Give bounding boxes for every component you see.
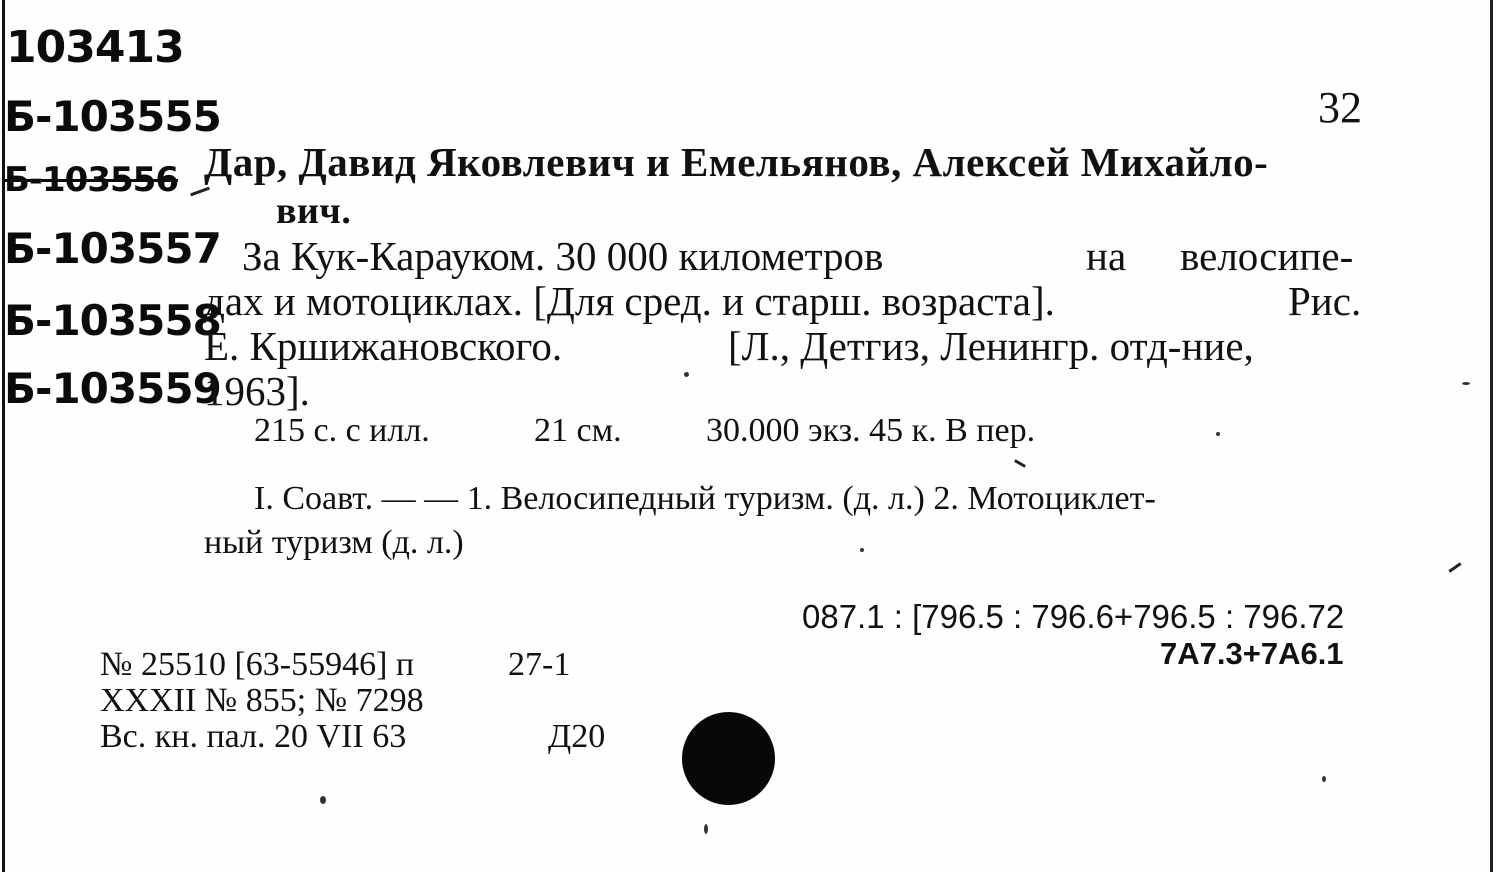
author-heading-line-2: вич. (276, 190, 352, 232)
title-line-1-part-2: на (1086, 233, 1127, 279)
handwritten-inventory-number: 103413 (6, 22, 184, 73)
ink-speck (684, 372, 689, 377)
card-right-edge (1490, 0, 1493, 872)
handwritten-inventory-number: Б-103557 (4, 224, 221, 273)
series-numbers: XXXII № 855; № 7298 (100, 682, 424, 719)
pen-mark (190, 187, 210, 197)
handwritten-inventory-number: Б-103555 (4, 92, 221, 141)
copies-price-info: 30.000 экз. 45 к. В пер. (706, 412, 1036, 449)
ink-speck (1322, 776, 1326, 782)
handwritten-inventory-number-struck: Б-103556 (4, 160, 178, 200)
size-info: 21 см. (534, 412, 622, 449)
order-number: № 25510 [63-55946] п (100, 646, 415, 683)
card-number: 32 (1318, 83, 1362, 132)
title-line-3-part-2: [Л., Детгиз, Ленингр. отд-ние, (728, 323, 1254, 369)
title-line-1-part-3: велосипе- (1180, 233, 1354, 279)
title-line-2-part-1: дах и мотоциклах. [Для сред. и старш. возраста]. (204, 278, 1055, 324)
order-code: 27-1 (508, 646, 571, 683)
tracings-line-1: I. Соавт. — — 1. Велосипедный туризм. (д. л.) 2. Мотоциклет- (254, 480, 1156, 517)
pages-info: 215 с. с илл. (254, 412, 430, 449)
ink-speck (860, 548, 864, 552)
udc-classification: 087.1 : [796.5 : 796.6+796.5 : 796.72 (802, 598, 1345, 635)
punch-hole (682, 712, 775, 805)
bbk-classification: 7А7.3+7А6.1 (1160, 636, 1344, 671)
book-chamber-date: Вс. кн. пал. 20 VII 63 (100, 718, 407, 755)
tracings-line-2: ный туризм (д. л.) (204, 524, 464, 561)
ink-speck (1216, 432, 1220, 436)
title-line-4: 1963]. (204, 368, 310, 414)
author-heading-line-1: Дар, Давид Яковлевич и Емельянов, Алексей Михайло- (204, 139, 1269, 185)
handwritten-inventory-number: Б-103559 (4, 364, 221, 413)
title-line-3-part-1: Е. Кршижановского. (204, 323, 563, 369)
title-line-2-part-2: Рис. (1288, 278, 1362, 324)
ink-speck (320, 796, 326, 804)
ink-speck (1462, 382, 1470, 385)
pen-mark (1448, 562, 1461, 572)
title-line-1-part-1: За Кук-Карауком. 30 000 километров (242, 233, 884, 279)
book-chamber-code: Д20 (548, 718, 606, 755)
ink-speck (704, 824, 708, 834)
pen-mark (1014, 459, 1026, 468)
handwritten-inventory-number: Б-103558 (4, 296, 221, 345)
